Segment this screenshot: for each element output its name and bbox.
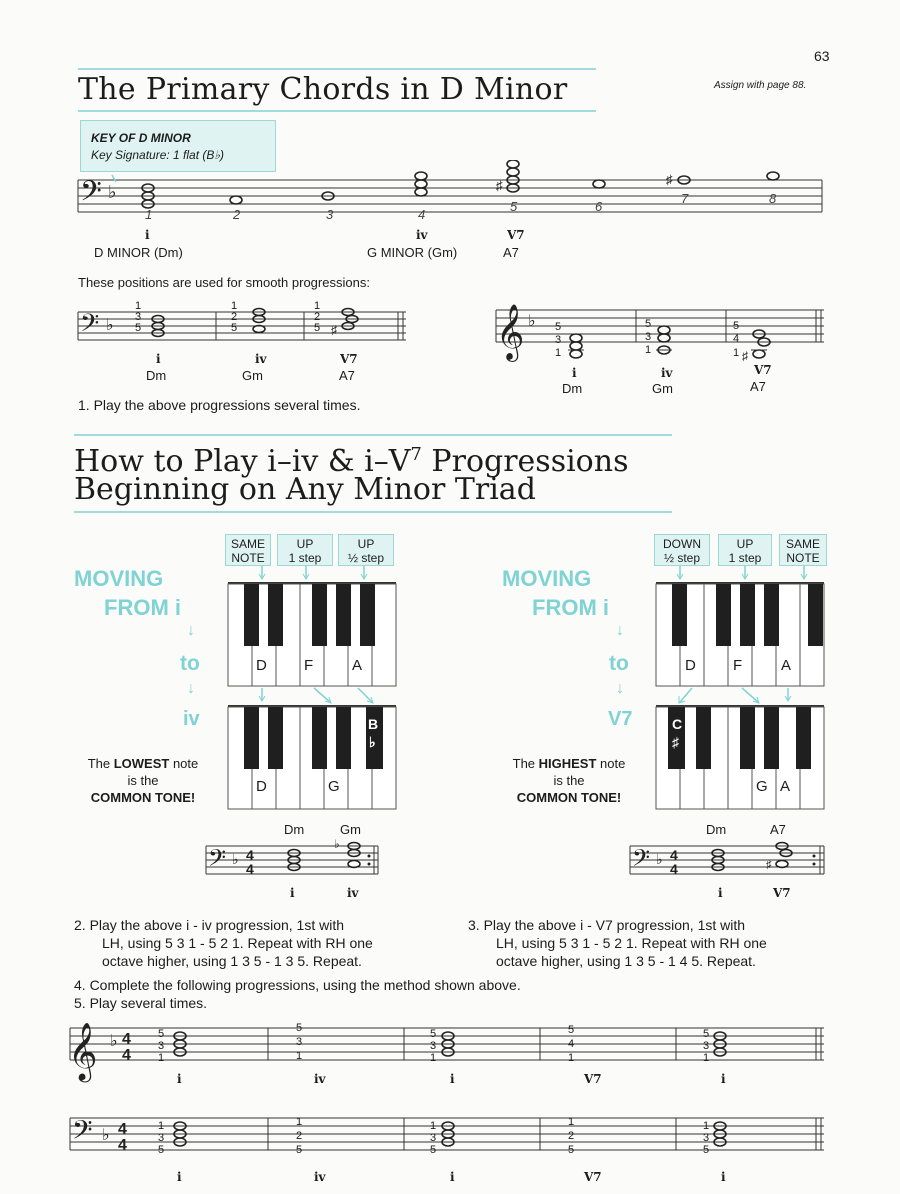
flat-icon: ♭ bbox=[232, 851, 239, 867]
finger-number: 1 bbox=[430, 1120, 437, 1132]
finger-number: 5 bbox=[231, 322, 238, 334]
common-tone-line2: is the bbox=[127, 773, 159, 788]
flat-icon: ♭ bbox=[108, 182, 117, 202]
treble-roman: iv bbox=[314, 1072, 326, 1086]
target-label: iv bbox=[183, 708, 200, 730]
finger-number: 3 bbox=[135, 311, 142, 323]
svg-text:4: 4 bbox=[246, 847, 254, 863]
svg-text:♯: ♯ bbox=[742, 349, 748, 363]
roman: i bbox=[290, 886, 295, 900]
chord-name: Gm bbox=[340, 822, 361, 837]
finger-number: 3 bbox=[703, 1040, 710, 1052]
chord-name: Dm bbox=[284, 822, 305, 837]
progression-bass-staff bbox=[76, 298, 412, 352]
to-label: to bbox=[609, 652, 629, 675]
finger-number: 1 bbox=[296, 1050, 303, 1062]
finger-number: 1 bbox=[645, 344, 652, 356]
assign-note: Assign with page 88. bbox=[714, 80, 807, 91]
positions-text: These positions are used for smooth progressions: bbox=[78, 275, 370, 290]
svg-text:4: 4 bbox=[122, 1031, 131, 1048]
common-tone-line3: COMMON TONE! bbox=[90, 790, 196, 805]
moving-label: MOVING bbox=[74, 566, 164, 591]
finger-number: 1 bbox=[296, 1116, 303, 1128]
treble-clef-icon: 𝄞 bbox=[496, 306, 525, 359]
title-rule-bottom bbox=[78, 110, 596, 112]
svg-text:4: 4 bbox=[670, 847, 678, 863]
step1-text: 1. Play the above progressions several times. bbox=[78, 397, 361, 413]
finger-number: 3 bbox=[703, 1132, 710, 1144]
prog-right-name: A7 bbox=[750, 379, 766, 394]
bass-roman: i bbox=[450, 1170, 455, 1184]
roman-iv: iv bbox=[416, 228, 428, 242]
scale-degree: 1 bbox=[145, 207, 153, 222]
flat-icon: ♭ bbox=[656, 851, 663, 867]
svg-text:4: 4 bbox=[118, 1137, 127, 1154]
step3-line3: octave higher, using 1 3 5 - 1 4 5. Repeat. bbox=[496, 953, 756, 969]
arrow-down-icon: ↓ bbox=[616, 622, 624, 639]
finger-number: 3 bbox=[555, 334, 562, 346]
step4-text: 4. Complete the following progressions, using the method shown above. bbox=[74, 977, 521, 993]
bass-clef-icon: 𝄢 bbox=[208, 845, 227, 876]
i-v7-staff bbox=[628, 838, 828, 884]
label-up-1-step: UP 1 step bbox=[718, 534, 772, 566]
finger-number: 5 bbox=[158, 1144, 165, 1156]
finger-number: 3 bbox=[296, 1036, 303, 1048]
black-key-label: B bbox=[368, 716, 379, 732]
finger-number: 2 bbox=[314, 311, 321, 323]
label-up-half-step: UP ½ step bbox=[338, 534, 394, 566]
finger-number: 2 bbox=[296, 1130, 303, 1142]
scale-degree: 7 bbox=[681, 191, 689, 206]
finger-number: 3 bbox=[158, 1040, 165, 1052]
prog-right-roman: i bbox=[572, 366, 577, 380]
common-tone-line1: The LOWEST note bbox=[87, 756, 199, 771]
finger-number: 1 bbox=[733, 347, 740, 359]
finger-number: 1 bbox=[231, 300, 238, 312]
page-number: 63 bbox=[814, 48, 830, 64]
keyboard-left bbox=[226, 564, 400, 814]
label-a7: A7 bbox=[503, 245, 519, 260]
finger-number: 5 bbox=[430, 1028, 437, 1040]
finger-number: 5 bbox=[296, 1022, 303, 1034]
svg-text:♯: ♯ bbox=[766, 859, 772, 871]
flat-icon: ♭ bbox=[369, 734, 376, 750]
title-rule-top bbox=[78, 68, 596, 70]
chord-name: A7 bbox=[770, 822, 786, 837]
prog-left-roman: V7 bbox=[340, 352, 358, 366]
svg-text:4: 4 bbox=[118, 1121, 127, 1138]
finger-number: 5 bbox=[158, 1028, 165, 1040]
prog-left-roman: i bbox=[156, 352, 161, 366]
key-label: D bbox=[685, 657, 696, 674]
moving-label: MOVING bbox=[502, 566, 592, 591]
common-tone-line3: COMMON TONE! bbox=[516, 790, 622, 805]
prog-right-roman: iv bbox=[661, 366, 673, 380]
finger-number: 1 bbox=[703, 1052, 710, 1064]
from-i-label: FROM i bbox=[104, 595, 181, 620]
i-iv-staff bbox=[204, 838, 382, 884]
roman-i: i bbox=[145, 228, 150, 242]
flat-icon: ♭ bbox=[528, 313, 536, 330]
key-label: D bbox=[256, 778, 267, 795]
prog-left-roman: iv bbox=[255, 352, 267, 366]
finger-number: 5 bbox=[430, 1144, 437, 1156]
prog-right-roman: V7 bbox=[754, 363, 772, 377]
prog-left-name: A7 bbox=[339, 368, 355, 383]
key-label: D bbox=[256, 657, 267, 674]
step2-line2: LH, using 5 3 1 - 5 2 1. Repeat with RH one bbox=[102, 935, 373, 951]
to-label: to bbox=[180, 652, 200, 675]
finger-number: 5 bbox=[733, 320, 740, 332]
bass-roman: i bbox=[177, 1170, 182, 1184]
svg-text:♯: ♯ bbox=[496, 178, 503, 193]
scale-degree: 2 bbox=[233, 207, 241, 222]
key-label: A bbox=[781, 657, 792, 674]
key-box-title: KEY OF D MINOR bbox=[91, 131, 191, 145]
finger-number: 5 bbox=[296, 1144, 303, 1156]
label-up-1-step: UP 1 step bbox=[277, 534, 333, 566]
finger-number: 5 bbox=[555, 321, 562, 333]
prog-right-name: Gm bbox=[652, 381, 673, 396]
common-tone-line2: is the bbox=[553, 773, 585, 788]
finger-number: 1 bbox=[430, 1052, 437, 1064]
finger-number: 5 bbox=[314, 322, 321, 334]
arrow-down-icon: ↓ bbox=[187, 622, 195, 639]
key-label: G bbox=[756, 778, 768, 795]
bass-clef-icon: 𝄢 bbox=[632, 845, 651, 876]
bass-roman: iv bbox=[314, 1170, 326, 1184]
flat-icon: ♭ bbox=[102, 1127, 110, 1144]
key-label: A bbox=[780, 778, 791, 795]
bass-clef-icon: 𝄢 bbox=[80, 176, 102, 214]
finger-number: 3 bbox=[158, 1132, 165, 1144]
chord-name: Dm bbox=[706, 822, 727, 837]
treble-roman: i bbox=[721, 1072, 726, 1086]
label-g-minor: G MINOR (Gm) bbox=[367, 245, 458, 260]
prog-left-name: Dm bbox=[146, 368, 167, 383]
scale-degree: 5 bbox=[510, 199, 518, 214]
finger-number: 2 bbox=[568, 1130, 575, 1142]
keyboard-right bbox=[654, 564, 828, 814]
finger-number: 1 bbox=[314, 300, 321, 312]
scale-degree: 3 bbox=[326, 207, 334, 222]
finger-number: 1 bbox=[568, 1052, 575, 1064]
label-same-note: SAME NOTE bbox=[779, 534, 827, 566]
from-i-label: FROM i bbox=[532, 595, 609, 620]
finger-number: 1 bbox=[703, 1120, 710, 1132]
finger-number: 1 bbox=[158, 1052, 165, 1064]
svg-text:4: 4 bbox=[670, 861, 678, 877]
key-label: F bbox=[304, 657, 314, 674]
bass-clef-icon: 𝄢 bbox=[72, 1115, 93, 1151]
finger-number: 5 bbox=[135, 322, 142, 334]
svg-text:4: 4 bbox=[122, 1047, 131, 1064]
finger-number: 5 bbox=[703, 1144, 710, 1156]
finger-number: 2 bbox=[231, 311, 238, 323]
key-box-signature: Key Signature: 1 flat (B♭) bbox=[91, 148, 225, 162]
black-key-label: C bbox=[672, 716, 683, 732]
label-same-note: SAME NOTE bbox=[225, 534, 271, 566]
bass-roman: V7 bbox=[584, 1170, 602, 1184]
finger-number: 3 bbox=[645, 331, 652, 343]
treble-roman: i bbox=[177, 1072, 182, 1086]
prog-left-name: Gm bbox=[242, 368, 263, 383]
target-label: V7 bbox=[608, 708, 633, 730]
progression-treble-staff bbox=[494, 296, 828, 366]
treble-roman: i bbox=[450, 1072, 455, 1086]
scale-degree: 4 bbox=[418, 207, 426, 222]
treble-clef-icon: 𝄞 bbox=[68, 1023, 98, 1079]
step2-line1: 2. Play the above i - iv progression, 1st with bbox=[74, 917, 345, 933]
arrow-down-icon: ↓ bbox=[616, 680, 624, 697]
section2-title-line1: How to Play i–iv & $i-V^7$ Progressions bbox=[74, 444, 629, 479]
step3-line2: LH, using 5 3 1 - 5 2 1. Repeat with RH one bbox=[496, 935, 767, 951]
finger-number: 5 bbox=[568, 1024, 575, 1036]
treble-roman: V7 bbox=[584, 1072, 602, 1086]
finger-number: 1 bbox=[158, 1120, 165, 1132]
arrow-down-icon: ↓ bbox=[187, 680, 195, 697]
scale-degree: 8 bbox=[769, 191, 777, 206]
title2-rule-top bbox=[74, 434, 672, 436]
step2-line3: octave higher, using 1 3 5 - 1 3 5. Repeat. bbox=[102, 953, 362, 969]
roman-v7: V7 bbox=[507, 228, 525, 242]
step3-line1: 3. Play the above i - V7 progression, 1st with bbox=[468, 917, 746, 933]
title2-rule-bottom bbox=[74, 511, 672, 513]
svg-text:♯: ♯ bbox=[331, 323, 337, 337]
step5-text: 5. Play several times. bbox=[74, 995, 208, 1011]
roman: i bbox=[718, 886, 723, 900]
scale-degrees bbox=[76, 191, 826, 223]
key-label: G bbox=[328, 778, 340, 795]
finger-number: 3 bbox=[430, 1132, 437, 1144]
label-d-minor: D MINOR (Dm) bbox=[94, 245, 183, 260]
common-tone-line1: The HIGHEST note bbox=[512, 756, 626, 771]
section1-title: The Primary Chords in D Minor bbox=[78, 72, 568, 107]
finger-number: 5 bbox=[645, 318, 652, 330]
label-down-half-step: DOWN ½ step bbox=[654, 534, 710, 566]
key-label: A bbox=[352, 657, 363, 674]
svg-text:♯: ♯ bbox=[666, 172, 673, 187]
finger-number: 1 bbox=[568, 1116, 575, 1128]
scale-degree: 6 bbox=[595, 199, 603, 214]
finger-number: 4 bbox=[733, 333, 740, 345]
flat-icon: ♭ bbox=[106, 317, 114, 334]
roman: iv bbox=[347, 886, 359, 900]
finger-number: 1 bbox=[555, 347, 562, 359]
section2-title-line2: Beginning on Any Minor Triad bbox=[74, 472, 536, 507]
finger-number: 4 bbox=[568, 1038, 575, 1050]
bass-roman: i bbox=[721, 1170, 726, 1184]
flat-icon: ♭ bbox=[110, 1033, 118, 1050]
bass-clef-icon: 𝄢 bbox=[80, 310, 100, 343]
roman: V7 bbox=[773, 886, 791, 900]
exercise-grand-staff bbox=[68, 1012, 828, 1182]
finger-number: 5 bbox=[703, 1028, 710, 1040]
finger-number: 1 bbox=[135, 300, 142, 312]
key-label: F bbox=[733, 657, 743, 674]
svg-text:♭: ♭ bbox=[334, 838, 340, 851]
finger-number: 5 bbox=[568, 1144, 575, 1156]
prog-right-name: Dm bbox=[562, 381, 583, 396]
svg-text:4: 4 bbox=[246, 861, 254, 877]
sharp-icon: ♯ bbox=[672, 734, 679, 750]
finger-number: 3 bbox=[430, 1040, 437, 1052]
